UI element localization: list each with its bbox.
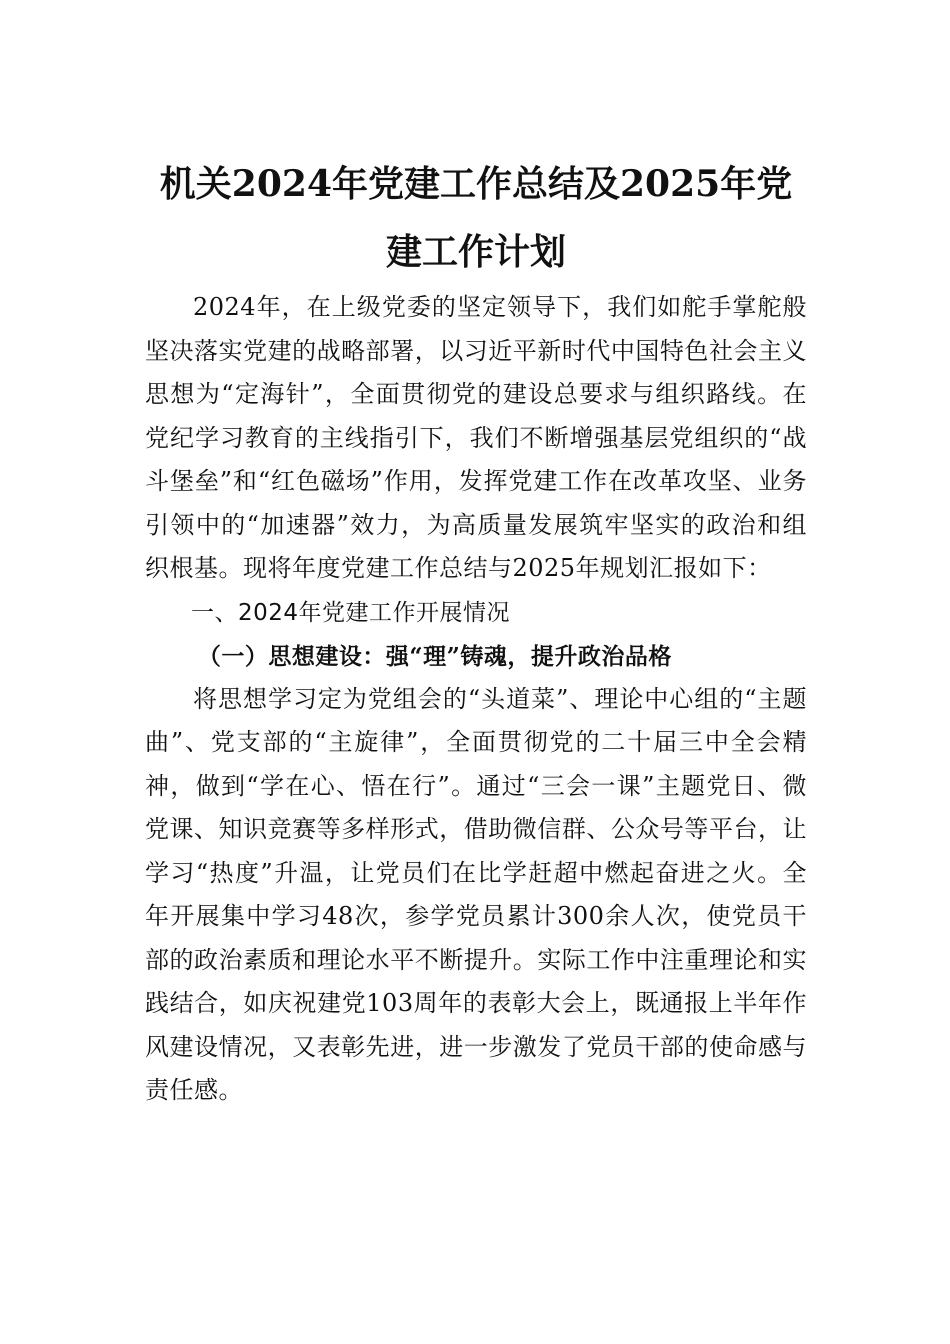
intro-paragraph: 2024年，在上级党委的坚定领导下，我们如舵手掌舵般坚决落实党建的战略部署，以习近平新时代中国特色社会主义思想为“定海针”，全面贯彻党的建设总要求与组织路线。在党纪学习教育的主线指引下，我们不断增强基层党组织的“战斗堡垒”和“红色磁场”作用，发挥党建工作在改革攻坚、业务引领中的“加速器”效力，为高质量发展筑牢坚实的政治和组织根基。现将年度党建工作总结与2025年规划汇报如下：	[145, 293, 807, 582]
subsection-paragraph: 将思想学习定为党组会的“头道菜”、理论中心组的“主题曲”、党支部的“主旋律”，全面贯彻党的二十届三中全会精神，做到“学在心、悟在行”。通过“三会一课”主题党日、微党课、知识竞赛等多样形式，借助微信群、公众号等平台，让学习“热度”升温，让党员们在比学赶超中燃起奋进之火。全年开展集中学习48次，参学党员累计300余人次，使党员干部的政治素质和理论水平不断提升。实际工作中注重理论和实践结合，如庆祝建党103周年的表彰大会上，既通报上半年作风建设情况，又表彰先进，进一步激发了党员干部的使命感与责任感。	[145, 684, 807, 1104]
document-content	[145, 150, 807, 1113]
section-heading: 一、2024年党建工作开展情况	[191, 599, 511, 626]
subsection-heading: （一）思想建设：强“理”铸魂，提升政治品格	[197, 642, 672, 670]
document-title: 机关2024年党建工作总结及2025年党建工作计划	[159, 163, 793, 273]
